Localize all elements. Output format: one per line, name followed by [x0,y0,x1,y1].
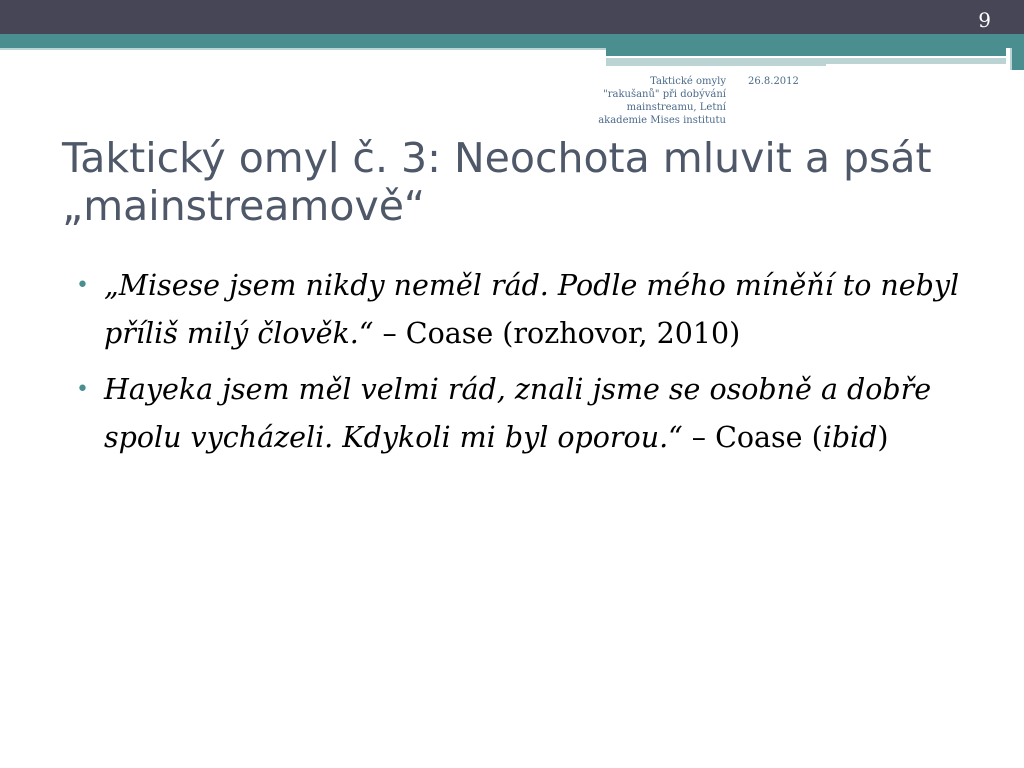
corner-gap [1006,48,1010,70]
attribution-text: – Coase (rozhovor, 2010) [373,317,741,350]
corner-band [1012,48,1024,70]
bullet-icon: • [76,273,89,298]
header-step-band [606,48,1006,56]
bullet-list [70,262,970,470]
slide-title: Taktický omyl č. 3: Neochota mluvit a psát „mainstreamově“ [62,134,932,230]
ibid-text: ibid [822,421,878,454]
top-bar [0,0,1024,34]
bullet-item-2 [70,366,970,462]
presentation-note: Taktické omyly "rakušanů" při dobývání mainstreamu, Letní akademie Mises institutu [598,76,726,126]
bullet-item-1 [70,262,970,358]
attribution-end: ) [877,421,889,454]
presentation-date: 26.8.2012 [748,76,799,87]
header-step-band-short [606,64,826,66]
bullet-icon: • [76,377,89,402]
quote-text: „Misese jsem nikdy neměl rád. Podle mého míněňí to nebyl příliš milý člověk.“ [104,269,960,350]
slide-number: 9 [978,8,991,32]
attribution-text: – Coase ( [682,421,823,454]
quote-text: Hayeka jsem měl velmi rád, znali jsme se osobně a dobře spolu vycházeli. Kdykoli mi byl oporou.“ [104,373,932,454]
accent-band [0,34,1024,48]
